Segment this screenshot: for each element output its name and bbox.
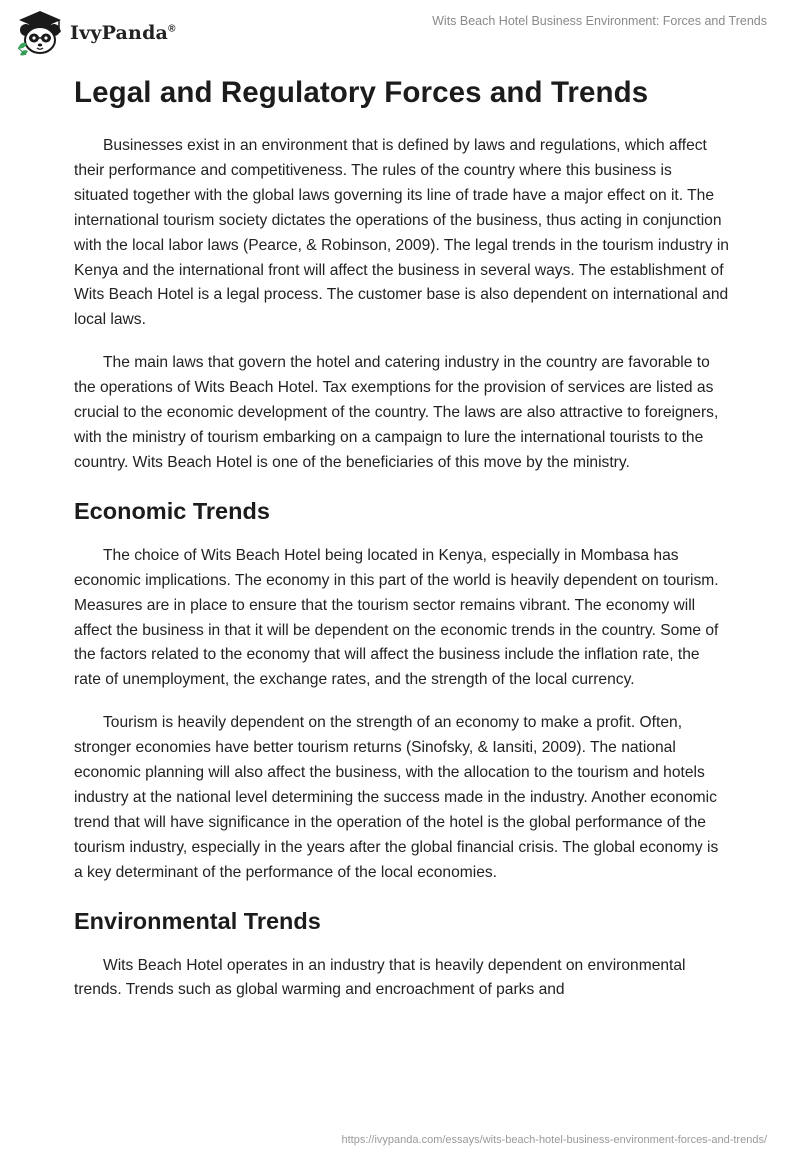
ivypanda-logo[interactable] [14, 8, 176, 58]
document-title: Wits Beach Hotel Business Environment: Forces and Trends [432, 14, 767, 28]
brand-name: IvyPanda® [70, 22, 176, 44]
section-heading-legal: Legal and Regulatory Forces and Trends [74, 76, 649, 109]
article-body [74, 70, 730, 1021]
section-heading-environmental: Environmental Trends [74, 907, 321, 934]
section-heading-economic: Economic Trends [74, 497, 270, 524]
panda-graduation-cap-icon [14, 8, 66, 58]
page-header [0, 0, 800, 68]
paragraph: Wits Beach Hotel operates in an industry that is heavily dependent on environmental trends. Trends such as global warming and encroachment of parks and [74, 956, 686, 999]
paragraph: Businesses exist in an environment that is defined by laws and regulations, which affect their performance and competitiveness. The rules of the country where this business is situated together with the global laws governing its line of trade have a major effect on it. The international tourism society dictates the operations of the business, thus acting in conjunction with the local labor laws (Pearce, & Robinson, 2009). The legal trends in the tourism industry in Kenya and the international front will affect the business in several ways. The establishment of Wits Beach Hotel is a legal process. The customer base is also dependent on international and local laws. [74, 137, 729, 329]
source-url[interactable]: https://ivypanda.com/essays/wits-beach-hotel-business-environment-forces-and-trends/ [341, 1134, 767, 1146]
paragraph: The choice of Wits Beach Hotel being located in Kenya, especially in Mombasa has economic implications. The economy in this part of the world is heavily dependent on tourism. Measures are in place to ensure that the tourism sector remains vibrant. The economy will affect the business in that it will be dependent on the economic trends in the country. Some of the factors related to the economy that will affect the business include the inflation rate, the rate of unemployment, the exchange rates, and the strength of the local currency. [74, 546, 719, 689]
paragraph: Tourism is heavily dependent on the strength of an economy to make a profit. Often, stronger economies have better tourism returns (Sinofsky, & Iansiti, 2009). The national economic planning will also affect the business, with the allocation to the tourism and hotels industry at the national level determining the success made in the industry. Another economic trend that will have significance in the operation of the hotel is the global performance of the tourism industry, especially in the years after the global financial crisis. The global economy is a key determinant of the performance of the local economies. [74, 714, 719, 881]
paragraph: The main laws that govern the hotel and catering industry in the country are favorable to the operations of Wits Beach Hotel. Tax exemptions for the provision of services are listed as crucial to the economic development of the country. The laws are also attractive to foreigners, with the ministry of tourism embarking on a campaign to lure the international tourists to the country. Wits Beach Hotel is one of the beneficiaries of this move by the ministry. [74, 354, 719, 471]
